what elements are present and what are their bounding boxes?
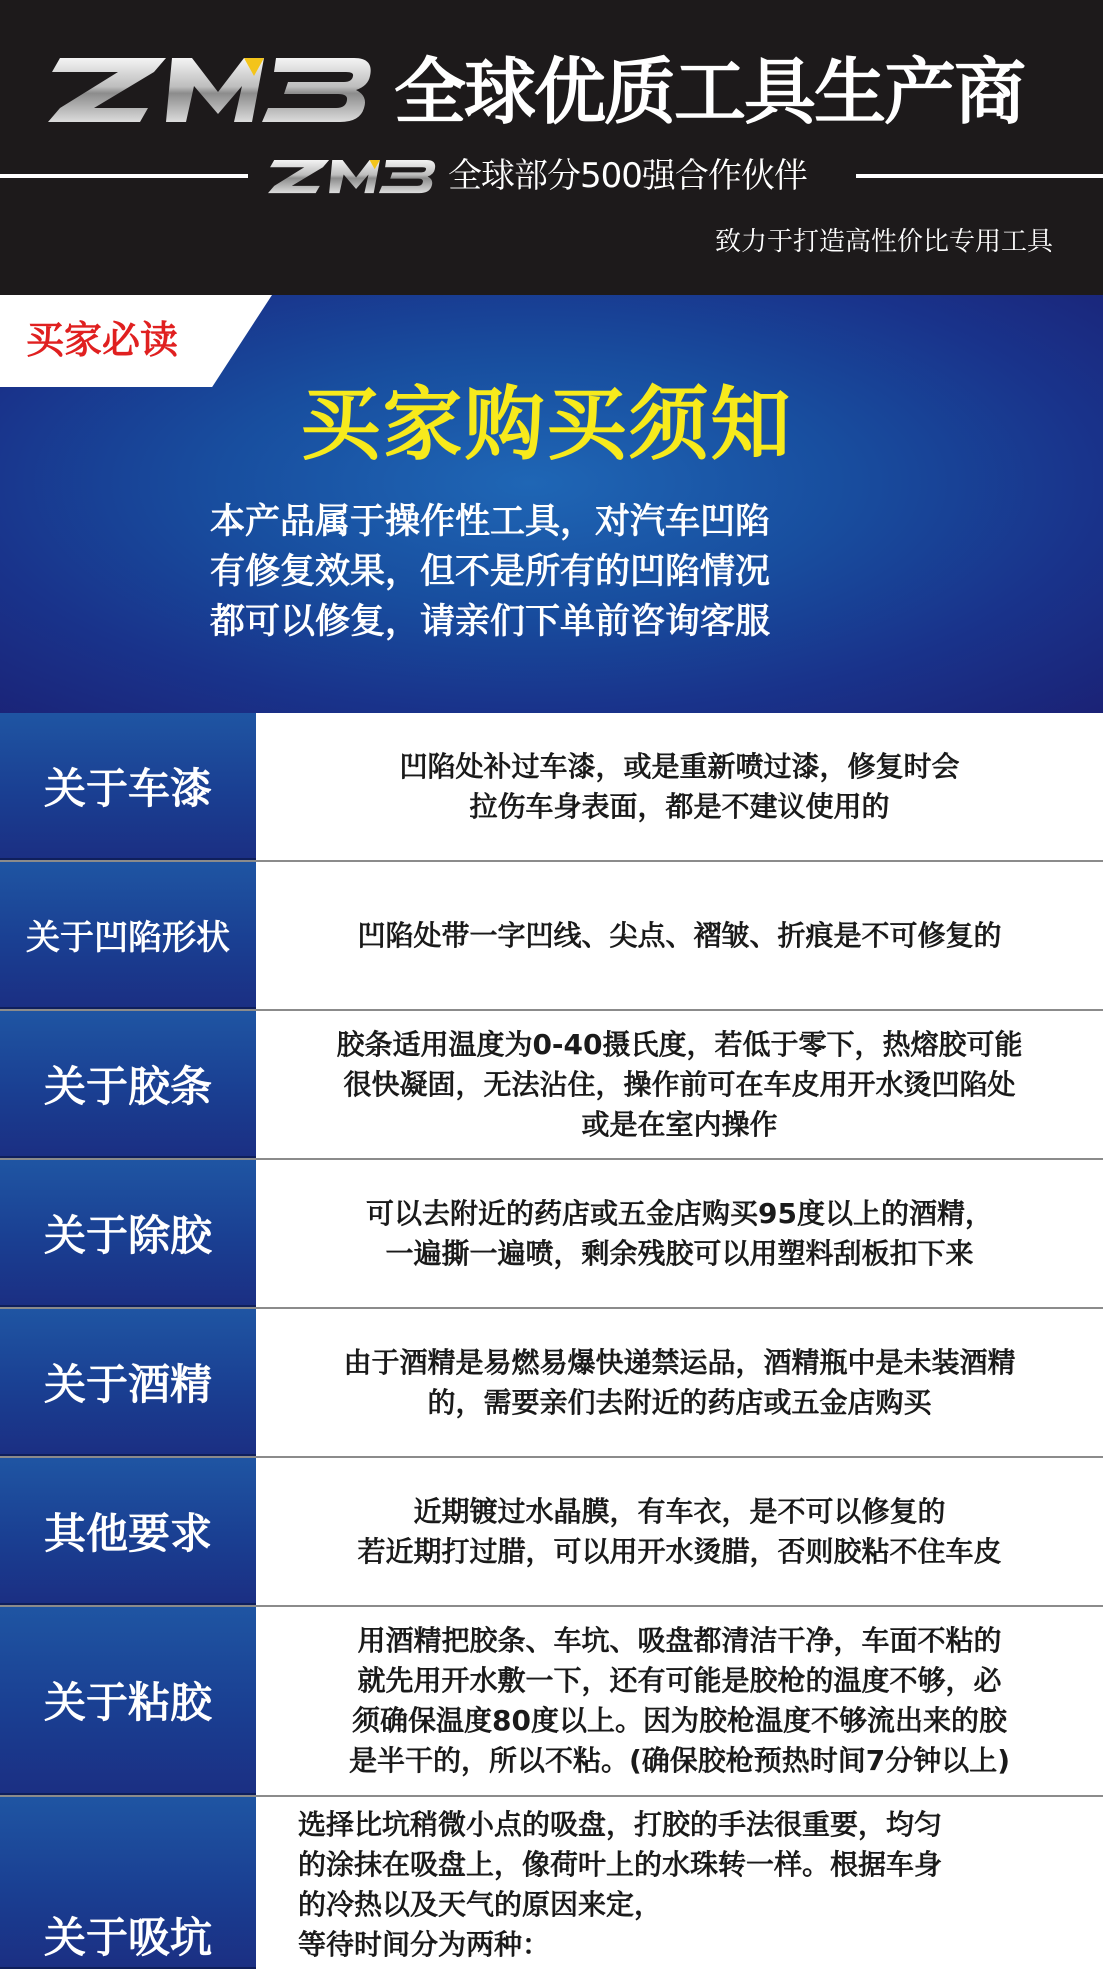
row-content <box>256 1458 1103 1605</box>
partner-text: 全球部分500强合作伙伴 <box>448 156 807 196</box>
notice-title: 买家购买须知 <box>300 378 793 471</box>
row-line: 由于酒精是易燃易爆快递禁运品，酒精瓶中是未装酒精 <box>343 1345 1016 1379</box>
row-line: 等待时间分为两种： <box>298 1928 551 1961</box>
row-line: 凹陷处带一字凹线、尖点、褶皱、折痕是不可修复的 <box>357 918 1002 952</box>
row-label: 关于酒精 <box>0 1309 256 1456</box>
table-row <box>0 1607 1103 1797</box>
row-content <box>256 862 1103 1009</box>
row-label: 关于胶条 <box>0 1011 256 1158</box>
row-line: 就先用开水敷一下，还有可能是胶枪的温度不够，必 <box>357 1664 1002 1697</box>
row-line: 选择比坑稍微小点的吸盘，打胶的手法很重要，均匀 <box>298 1808 943 1841</box>
slogan: 全球优质工具生产商 <box>394 50 1025 134</box>
row-label: 关于凹陷形状 <box>0 862 256 1009</box>
notice-description-line: 本产品属于操作性工具，对汽车凹陷 <box>210 502 771 542</box>
brand-header <box>0 0 1103 295</box>
row-line: 的，需要亲们去附近的药店或五金店购买 <box>427 1385 932 1419</box>
row-label: 关于吸坑 <box>0 1797 256 1969</box>
table-row <box>0 713 1103 862</box>
notice-description <box>210 497 890 647</box>
row-label: 关于粘胶 <box>0 1607 256 1795</box>
row-line: 若近期打过腊，可以用开水烫腊，否则胶粘不住车皮 <box>357 1534 1002 1568</box>
row-line: 是半干的，所以不粘。(确保胶枪预热时间7分钟以上) <box>348 1744 1011 1777</box>
notice-banner <box>0 295 1103 713</box>
row-label: 关于车漆 <box>0 713 256 860</box>
row-content <box>256 1160 1103 1307</box>
row-line: 或是在室内操作 <box>581 1107 778 1141</box>
notice-description-line: 都可以修复，请亲们下单前咨询客服 <box>210 602 771 642</box>
tagline: 致力于打造高性价比专用工具 <box>714 227 1053 257</box>
divider-left <box>0 174 248 178</box>
row-line: 胶条适用温度为0-40摄氏度，若低于零下，热熔胶可能 <box>336 1027 1023 1061</box>
table-row <box>0 1458 1103 1607</box>
row-label: 其他要求 <box>0 1458 256 1605</box>
zmb-logo-icon <box>48 52 380 126</box>
row-line: 的冷热以及天气的原因来定， <box>298 1888 663 1921</box>
row-line: 一遍撕一遍喷，剩余残胶可以用塑料刮板扣下来 <box>385 1236 974 1270</box>
row-content <box>256 1607 1103 1795</box>
row-line: 凹陷处补过车漆，或是重新喷过漆，修复时会 <box>399 749 960 783</box>
notice-description-line: 有修复效果，但不是所有的凹陷情况 <box>210 552 771 592</box>
divider-right <box>856 174 1103 178</box>
must-read-badge-text: 买家必读 <box>26 318 179 362</box>
row-content <box>256 713 1103 860</box>
row-content <box>256 1309 1103 1456</box>
row-label: 关于除胶 <box>0 1160 256 1307</box>
table-row <box>0 1797 1103 1969</box>
table-row <box>0 1011 1103 1160</box>
row-line: 的涂抹在吸盘上，像荷叶上的水珠转一样。根据车身 <box>298 1848 943 1881</box>
row-line: 很快凝固，无法沾住，操作前可在车皮用开水烫凹陷处 <box>343 1067 1016 1101</box>
table-row <box>0 862 1103 1011</box>
zmb-small-logo-icon <box>268 156 440 196</box>
row-line: 用酒精把胶条、车坑、吸盘都清洁干净，车面不粘的 <box>357 1624 1002 1657</box>
row-content <box>256 1797 1103 1969</box>
row-line: 须确保温度80度以上。因为胶枪温度不够流出来的胶 <box>352 1704 1007 1737</box>
row-line: 可以去附近的药店或五金店购买95度以上的酒精， <box>366 1196 993 1230</box>
row-line: 拉伤车身表面，都是不建议使用的 <box>469 789 890 823</box>
table-row <box>0 1160 1103 1309</box>
table-row <box>0 1309 1103 1458</box>
row-content <box>256 1011 1103 1158</box>
row-line: 近期镀过水晶膜，有车衣，是不可以修复的 <box>413 1494 946 1528</box>
